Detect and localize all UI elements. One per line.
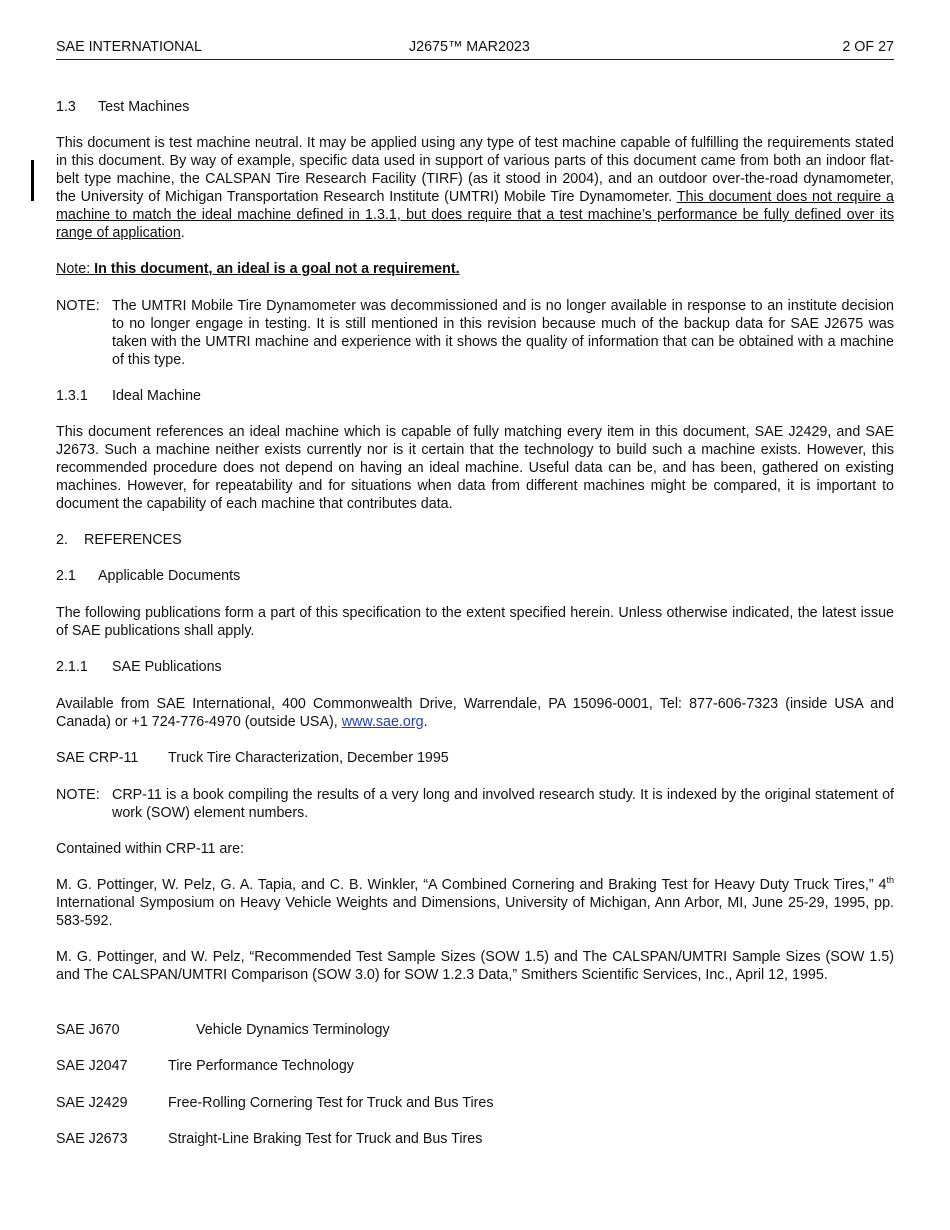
reference-title: Vehicle Dynamics Terminology (196, 1022, 390, 1038)
section-number: 1.3 (56, 99, 76, 115)
header-page-number: 2 OF 27 (842, 39, 894, 55)
sae-website-link[interactable]: www.sae.org (341, 714, 424, 730)
paragraph-applicable-documents: The following publications form a part of this specification to the extent specified herein. Unless otherwise indicated, the latest issue of SAE publications shall apply. (56, 605, 894, 639)
note-crp-11 (56, 786, 894, 822)
section-title: Applicable Documents (98, 568, 241, 584)
section-title: REFERENCES (84, 532, 182, 548)
reference-title: Straight-Line Braking Test for Truck and Bus Tires (168, 1131, 483, 1147)
section-number: 2.1 (56, 568, 76, 584)
citation-text: M. G. Pottinger, W. Pelz, G. A. Tapia, and C. B. Winkler, “A Combined Cornering and Braking Test for Heavy Duty Truck Tires,” 4 (56, 877, 887, 893)
note-text: CRP-11 is a book compiling the results of a very long and involved research study. It is indexed by the original statement of work (SOW) element numbers. (112, 787, 894, 821)
paragraph-ideal-machine: This document references an ideal machine which is capable of fully matching every item in this document, SAE J2429, and SAE J2673. Such a machine neither exists currently nor is it certain that the technology to build such a machine exists. However, this recommended procedure does not depend on having an ideal machine. Useful data can be, and has been, gathered on existing machines. However, for repeatability and for situations when data from different machines might be compared, it is important to document the capability of each machine that contributes data. (56, 424, 894, 512)
citation-text-continued: International Symposium on Heavy Vehicle Weights and Dimensions, University of Michigan, Ann Arbor, MI, June 25-29, 1995, pp. 583-592. (56, 895, 894, 929)
contained-within-label: Contained within CRP-11 are: (56, 841, 245, 857)
reference-j670 (56, 1021, 390, 1039)
reference-title: Free-Rolling Cornering Test for Truck and Bus Tires (168, 1095, 494, 1111)
header-document-id: J2675™ MAR2023 (409, 39, 530, 55)
ideal-note (56, 260, 894, 278)
section-heading-1-3 (56, 98, 894, 116)
reference-code: SAE J2047 (56, 1058, 128, 1074)
header-organization: SAE INTERNATIONAL (56, 39, 202, 55)
underlined-requirement-text: This document does not require a machine to match the ideal machine defined in 1.3.1, but does require that a test machine’s performance be fully defined over its range of application (56, 189, 894, 241)
revision-change-bar (31, 160, 34, 201)
reference-code: SAE J2673 (56, 1131, 128, 1147)
section-heading-2-1 (56, 567, 894, 585)
page-header (56, 39, 894, 60)
reference-code: SAE CRP-11 (56, 750, 139, 766)
reference-j2429 (56, 1094, 494, 1112)
note-label: NOTE: (56, 298, 100, 314)
paragraph-sae-contact (56, 695, 894, 731)
section-heading-1-3-1 (56, 387, 894, 405)
paragraph-period: . (180, 225, 185, 241)
section-title: Ideal Machine (112, 388, 202, 404)
section-number: 2. (56, 532, 68, 548)
reference-code: SAE J670 (56, 1022, 120, 1038)
section-heading-2 (56, 531, 894, 549)
citation-pottinger-1 (56, 876, 894, 930)
note-prefix: Note: (56, 261, 95, 277)
reference-title: Truck Tire Characterization, December 1995 (168, 750, 449, 766)
ordinal-superscript: th (886, 875, 894, 886)
note-umtri (56, 297, 894, 369)
citation-pottinger-2: M. G. Pottinger, and W. Pelz, “Recommended Test Sample Sizes (SOW 1.5) and The CALSPAN/UMTRI Sample Sizes (SOW 1.5) and The CALSPAN/UMTRI Comparison (SOW 3.0) for SOW 1.2.3 Data,” Smithers Scientific Services, Inc., April 12, 1995. (56, 949, 894, 983)
reference-title: Tire Performance Technology (168, 1058, 354, 1074)
note-text: The UMTRI Mobile Tire Dynamometer was decommissioned and is no longer available in response to an institute decision to no longer engage in testing. It is still mentioned in this revision because much of the backup data for SAE J2675 was taken with the UMTRI machine and experience with it shows the quality of information that can be obtained with a machine of this type. (112, 298, 894, 368)
note-bold-text: In this document, an ideal is a goal not a requirement. (94, 261, 460, 277)
paragraph-text: Available from SAE International, 400 Commonwealth Drive, Warrendale, PA 15096-0001, Tel: 877-606-7323 (inside USA and Canada) or +1 724-776-4970 (outside USA), (56, 696, 894, 730)
reference-crp-11 (56, 749, 449, 767)
section-heading-2-1-1 (56, 658, 894, 676)
note-label: NOTE: (56, 787, 100, 803)
section-number: 2.1.1 (56, 659, 88, 675)
section-title: SAE Publications (112, 659, 222, 675)
paragraph-test-machines (56, 134, 894, 242)
paragraph-period: . (423, 714, 428, 730)
section-title: Test Machines (98, 99, 190, 115)
reference-code: SAE J2429 (56, 1095, 128, 1111)
reference-j2047 (56, 1057, 354, 1075)
section-number: 1.3.1 (56, 388, 88, 404)
paragraph-text: This document is test machine neutral. It may be applied using any type of test machine capable of fulfilling the requirements stated in this document. By way of example, specific data used in support of various parts of this document came from both an indoor flat-belt type machine, the CALSPAN Tire Research Facility (TIRF) (as it stood in 2004), and an outdoor over-the-road dynamometer, the University of Michigan Transportation Research Institute (UMTRI) Mobile Tire Dynamometer. (56, 135, 894, 205)
reference-j2673 (56, 1130, 482, 1148)
